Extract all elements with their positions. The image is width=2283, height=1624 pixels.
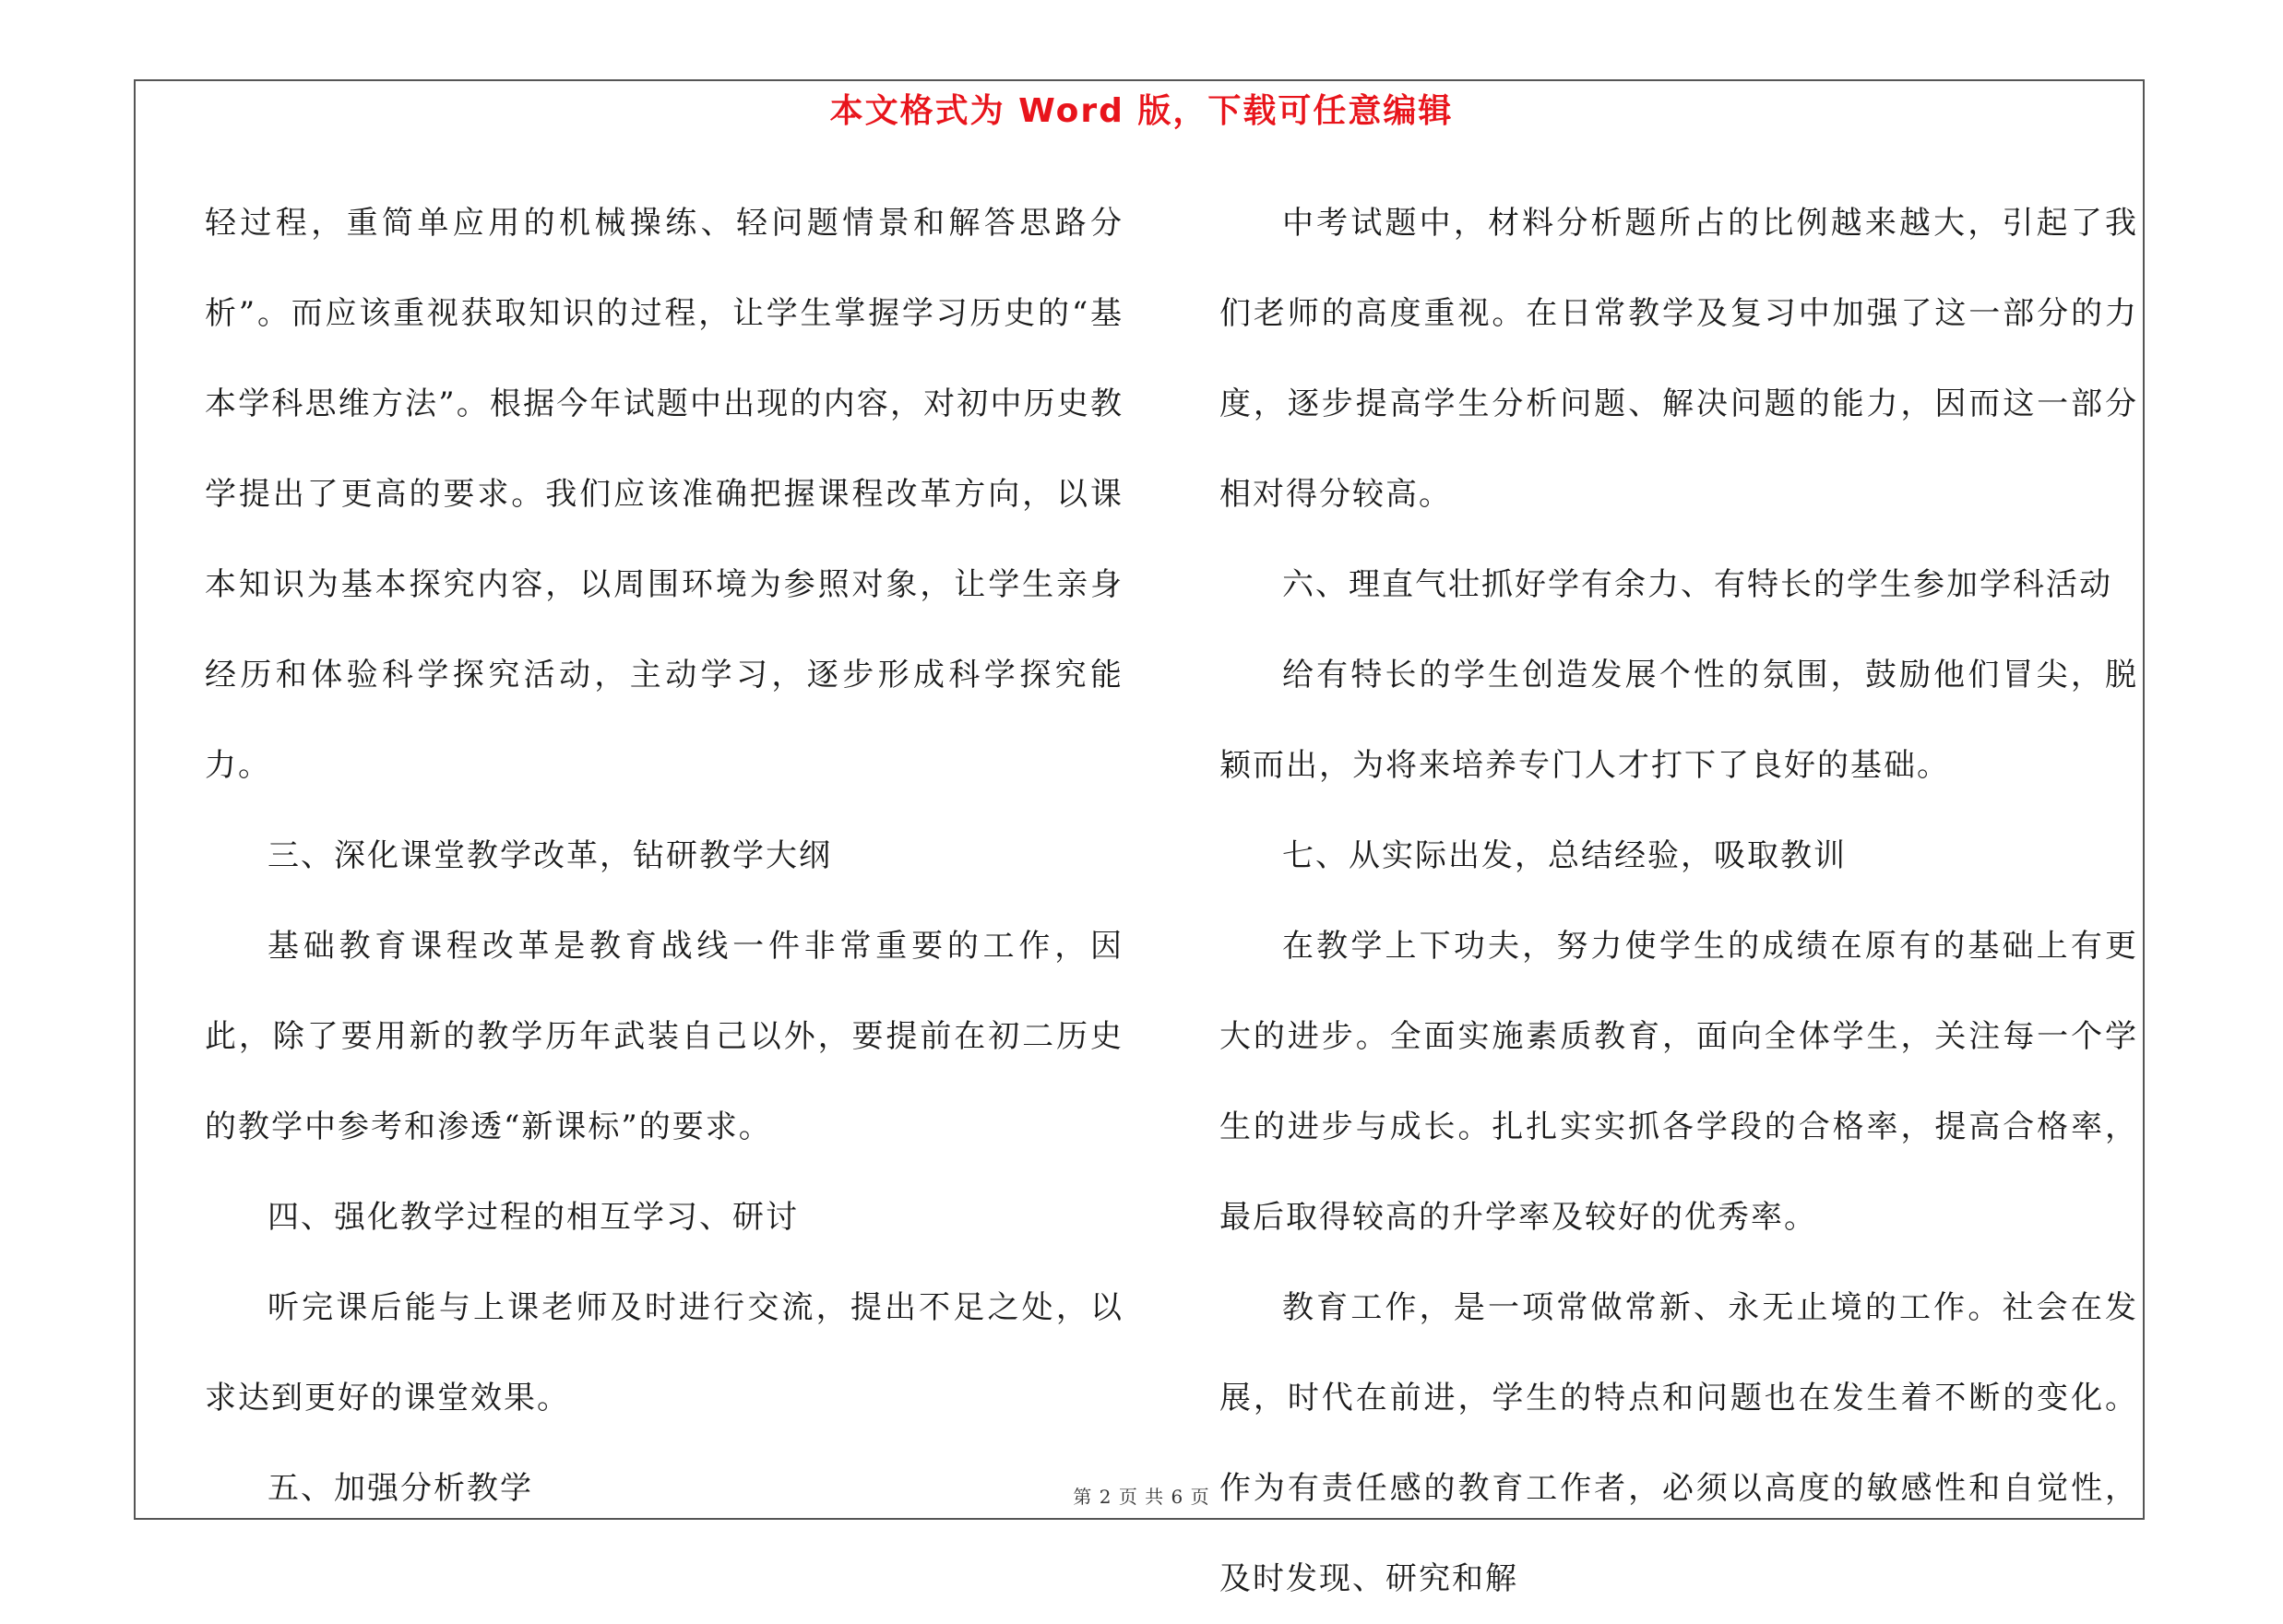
word-format-banner: 本文格式为 Word 版，下载可任意编辑	[829, 92, 1454, 130]
section-heading-4: 四、强化教学过程的相互学习、研讨	[268, 1199, 799, 1236]
paragraph: 教育工作，是一项常做常新、永无止境的工作。社会在发展，时代在前进，学生的特点和问题也在发生着不断的变化。作为有责任感的教育工作者，必须以高度的敏感性和自觉性，及时发现、研究和解	[1219, 1289, 2138, 1597]
paragraph: 听完课后能与上课老师及时进行交流，提出不足之处，以求达到更好的课堂效果。	[205, 1289, 1124, 1417]
paragraph-continued: 轻过程，重简单应用的机械操练、轻问题情景和解答思路分析”。而应该重视获取知识的过程，让学生掌握学习历史的“基本学科思维方法”。根据今年试题中出现的内容，对初中历史教学提出了更高的要求。我们应该准确把握课程改革方向，以课本知识为基本探究内容，以周围环境为参照对象，让学生亲身经历和体验科学探究活动，主动学习，逐步形成科学探究能力。	[205, 205, 1124, 784]
right-text-column	[1219, 178, 2138, 1624]
left-text-column	[205, 178, 1124, 1534]
page-number-footer: 第 2 页 共 6 页	[1073, 1486, 1210, 1508]
paragraph: 基础教育课程改革是教育战线一件非常重要的工作，因此，除了要用新的教学历年武装自己以外，要提前在初二历史的教学中参考和渗透“新课标”的要求。	[205, 928, 1124, 1145]
section-heading-5: 五、加强分析教学	[268, 1470, 533, 1507]
section-heading-3: 三、深化课堂教学改革，钻研教学大纲	[268, 837, 832, 874]
section-heading-7: 七、从实际出发，总结经验，吸取教训	[1282, 837, 1847, 874]
paragraph: 中考试题中，材料分析题所占的比例越来越大，引起了我们老师的高度重视。在日常教学及复习中加强了这一部分的力度，逐步提高学生分析问题、解决问题的能力，因而这一部分相对得分较高。	[1219, 205, 2138, 513]
paragraph: 在教学上下功夫，努力使学生的成绩在原有的基础上有更大的进步。全面实施素质教育，面向全体学生，关注每一个学生的进步与成长。扎扎实实抓各学段的合格率，提高合格率，最后取得较高的升学率及较好的优秀率。	[1219, 928, 2138, 1236]
section-heading-6: 六、理直气壮抓好学有余力、有特长的学生参加学科活动	[1282, 566, 2112, 603]
paragraph: 给有特长的学生创造发展个性的氛围，鼓励他们冒尖，脱颖而出，为将来培养专门人才打下了良好的基础。	[1219, 657, 2138, 784]
